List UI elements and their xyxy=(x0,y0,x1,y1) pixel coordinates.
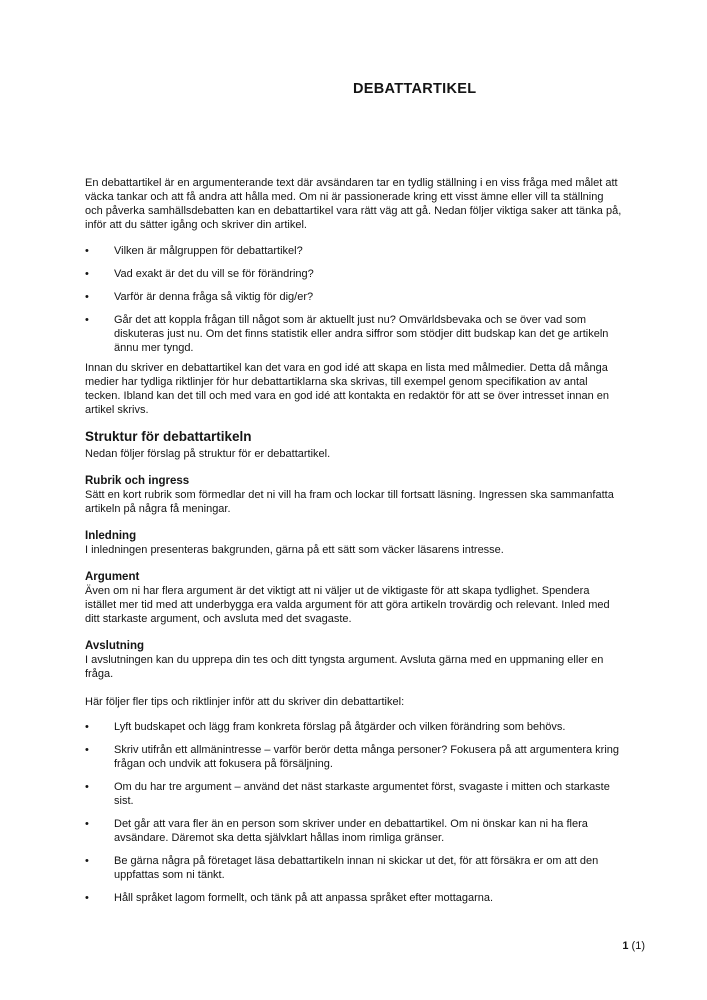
tip-text: Det går att vara fler än en person som skriver under en debattartikel. Om ni önskar kan ni ha flera avsändare. Däremot ska detta självklart hållas inom rimliga gränser. xyxy=(114,818,588,844)
list-item xyxy=(85,780,622,808)
list-item xyxy=(85,743,622,771)
question-text: Varför är denna fråga så viktig för dig/er? xyxy=(114,291,314,303)
list-item xyxy=(85,891,622,905)
intro-paragraph: En debattartikel är en argumenterande text där avsändaren tar en tydlig ställning i en viss fråga med målet att väcka tankar och att få andra att hålla med. Om ni är passionerade kring ett visst ämne eller vill ta ställning och påverka samhällsdebatten kan en debattartikel vara rätt väg att gå. Nedan följer viktiga saker att tänka på, inför att du sätter igång och skriver din artikel. xyxy=(85,177,622,231)
structure-section-heading: Struktur för debattartikeln xyxy=(85,429,252,444)
section-text-inledning: I inledningen presenteras bakgrunden, gärna på ett sätt som väcker läsarens intresse. xyxy=(85,544,504,556)
section-text-rubrik-och-ingress: Sätt en kort rubrik som förmedlar det ni vill ha fram och lockar till fortsatt läsning. Ingressen ska sammanfatta artikeln på några få meningar. xyxy=(85,489,614,515)
page-title: DEBATTARTIKEL xyxy=(353,81,477,97)
media-note-paragraph: Innan du skriver en debattartikel kan det vara en god idé att skapa en lista med målmedier. Detta då många medier har tydliga riktlinjer för hur debattartiklarna ska skrivas, till exempel genom specifikation av antal tecken. Ibland kan det till och med vara en god idé att kontakta en redaktör för att se över intresset innan en artikel skrivs. xyxy=(85,362,610,416)
document-content xyxy=(0,80,707,905)
tip-text: Be gärna några på företaget läsa debattartikeln innan ni skickar ut det, för att försäkra er om att den uppfattas som ni tänkt. xyxy=(114,855,599,881)
bullet-marker-icon: • xyxy=(85,855,89,867)
section-heading-inledning: Inledning xyxy=(85,530,137,542)
list-item xyxy=(85,244,622,258)
tip-text: Håll språket lagom formellt, och tänk på att anpassa språket efter mottagarna. xyxy=(114,892,494,904)
bullet-marker-icon: • xyxy=(85,314,89,326)
question-text: Vilken är målgruppen för debattartikel? xyxy=(114,245,303,257)
page-number-total: (1) xyxy=(631,940,645,952)
bullet-marker-icon: • xyxy=(85,744,89,756)
list-item xyxy=(85,720,622,734)
bullet-marker-icon: • xyxy=(85,818,89,830)
tips-intro-paragraph: Här följer fler tips och riktlinjer inför att du skriver din debattartikel: xyxy=(85,696,405,708)
tip-text: Skriv utifrån ett allmänintresse – varför berör detta många personer? Fokusera på att argumentera kring frågan och undvik att fokusera på försäljning. xyxy=(114,744,620,770)
tip-text: Om du har tre argument – använd det näst starkaste argumentet först, svagaste i mitten och starkaste sist. xyxy=(114,781,610,807)
list-item xyxy=(85,313,622,355)
section-heading-rubrik-och-ingress: Rubrik och ingress xyxy=(85,475,190,487)
list-item xyxy=(85,267,622,281)
bullet-marker-icon: • xyxy=(85,268,89,280)
question-text: Går det att koppla frågan till något som är aktuellt just nu? Omvärldsbevaka och se över vad som diskuteras just nu. Om det finns statistik eller andra siffror som stödjer ditt budskap kan det ge artikeln ännu mer tyngd. xyxy=(114,314,609,354)
bullet-marker-icon: • xyxy=(85,245,89,257)
tips-list xyxy=(85,720,622,905)
section-text-argument: Även om ni har flera argument är det viktigt att ni väljer ut de viktigaste för att skapa tydlighet. Spendera istället mer tid med att underbygga era valda argument för att göra artikeln trovärdig och relevant. Inled med ditt starkaste argument, och avsluta med det svagaste. xyxy=(85,585,610,625)
questions-list xyxy=(85,244,622,355)
tip-text: Lyft budskapet och lägg fram konkreta förslag på åtgärder och vilken förändring som behövs. xyxy=(114,721,566,733)
list-item xyxy=(85,854,622,882)
page-number xyxy=(622,939,645,953)
bullet-marker-icon: • xyxy=(85,721,89,733)
bullet-marker-icon: • xyxy=(85,781,89,793)
bullet-marker-icon: • xyxy=(85,892,89,904)
list-item xyxy=(85,817,622,845)
structure-lead-paragraph: Nedan följer förslag på struktur för er debattartikel. xyxy=(85,448,331,460)
bullet-marker-icon: • xyxy=(85,291,89,303)
list-item xyxy=(85,290,622,304)
question-text: Vad exakt är det du vill se för förändring? xyxy=(114,268,314,280)
section-heading-argument: Argument xyxy=(85,571,140,583)
section-text-avslutning: I avslutningen kan du upprepa din tes och ditt tyngsta argument. Avsluta gärna med en uppmaning eller en fråga. xyxy=(85,654,604,680)
section-heading-avslutning: Avslutning xyxy=(85,640,144,652)
page-number-current: 1 xyxy=(622,940,629,952)
